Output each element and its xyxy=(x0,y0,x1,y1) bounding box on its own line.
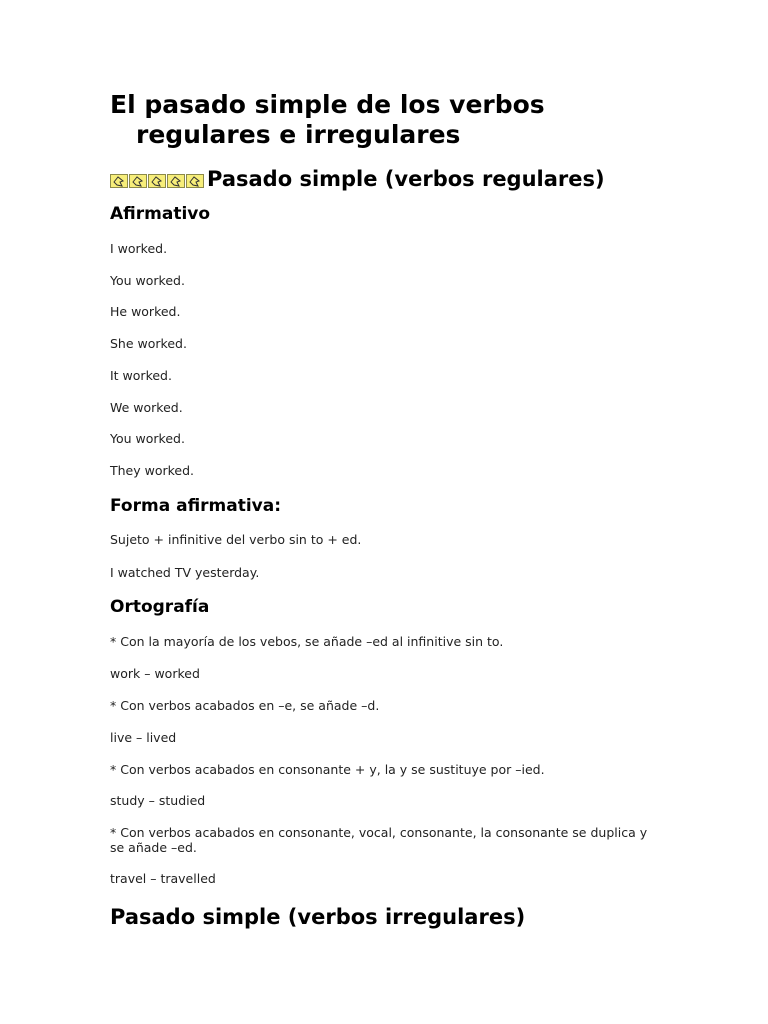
section-heading-irregulares: Pasado simple (verbos irregulares) xyxy=(110,905,526,929)
example-line: I watched TV yesterday. xyxy=(110,565,260,580)
example-line: travel – travelled xyxy=(110,871,216,886)
section-heading-text: Pasado simple (verbos regulares) xyxy=(207,167,605,191)
conjugation-line: You worked. xyxy=(110,431,185,446)
broken-image-icon xyxy=(186,174,204,188)
page-title: El pasado simple de los verbos regulares e irregulares xyxy=(110,90,545,149)
rule-line: * Con verbos acabados en –e, se añade –d. xyxy=(110,698,380,713)
section-heading-regulares xyxy=(110,166,605,192)
example-line: live – lived xyxy=(110,730,177,745)
example-line: study – studied xyxy=(110,793,206,808)
broken-image-icon xyxy=(129,174,147,188)
conjugation-line: I worked. xyxy=(110,241,168,256)
broken-image-icon xyxy=(110,174,128,188)
example-line: work – worked xyxy=(110,666,200,681)
conjugation-line: It worked. xyxy=(110,368,172,383)
conjugation-line: He worked. xyxy=(110,304,181,319)
conjugation-line: We worked. xyxy=(110,400,183,415)
broken-image-icon xyxy=(167,174,185,188)
conjugation-line: She worked. xyxy=(110,336,187,351)
rule-line: * Con verbos acabados en consonante + y, la y se sustituye por –ied. xyxy=(110,762,545,777)
ortografia-heading: Ortografía xyxy=(110,597,210,617)
conjugation-line: They worked. xyxy=(110,463,195,478)
broken-image-icon xyxy=(148,174,166,188)
forma-afirmativa-heading: Forma afirmativa: xyxy=(110,496,282,516)
broken-image-icons xyxy=(110,174,205,188)
rule-line: * Con verbos acabados en consonante, vocal, consonante, la consonante se duplica y se añade –ed. xyxy=(110,825,648,855)
conjugation-line: You worked. xyxy=(110,273,185,288)
formula-line: Sujeto + infinitive del verbo sin to + ed. xyxy=(110,532,362,547)
rule-line: * Con la mayoría de los vebos, se añade –ed al infinitive sin to. xyxy=(110,634,504,649)
afirmativo-heading: Afirmativo xyxy=(110,204,211,224)
